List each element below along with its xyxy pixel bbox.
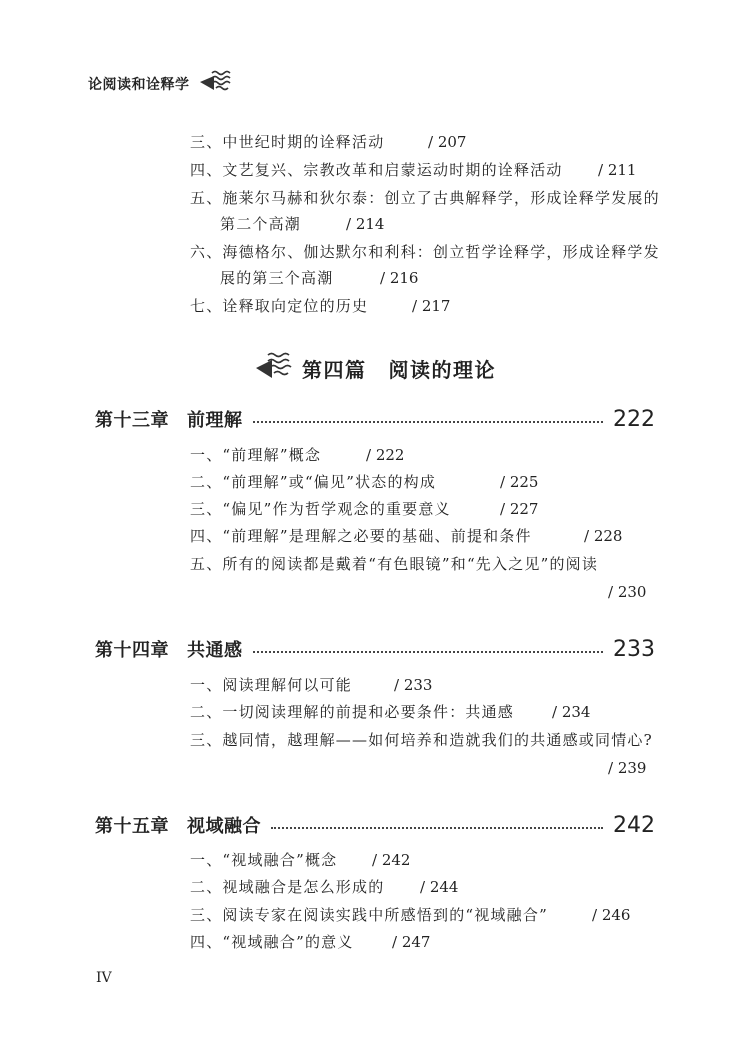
toc-item[interactable] (190, 445, 321, 465)
toc-item[interactable] (190, 675, 352, 695)
chapter-title: 视域融合 (187, 816, 261, 837)
toc-item-text: 二、视域融合是怎么形成的 (190, 878, 385, 896)
dot-leader (253, 421, 604, 423)
chapter-number: 第十三章 (95, 410, 169, 431)
dot-leader (271, 827, 603, 829)
running-head-title: 论阅读和诠释学 (88, 77, 190, 93)
chapter-page: 233 (613, 636, 655, 662)
toc-item[interactable] (190, 850, 337, 870)
chapter-heading[interactable] (95, 810, 655, 840)
toc-item-continuation (220, 214, 301, 234)
toc-item-page: / 230 (608, 583, 647, 601)
chapter-page: 222 (613, 406, 655, 432)
chapter-number: 第十四章 (95, 640, 169, 661)
wave-ornament-icon (254, 350, 294, 386)
toc-item[interactable] (190, 499, 451, 519)
chapter-page: 242 (613, 812, 655, 838)
toc-item[interactable] (190, 472, 436, 492)
toc-item-page: / 214 (346, 215, 385, 233)
toc-item-text: 四、“前理解”是理解之必要的基础、前提和条件 (190, 527, 532, 545)
toc-item-text: 三、阅读专家在阅读实践中所感悟到的“视域融合” (190, 906, 548, 924)
toc-item-page: / 222 (366, 446, 405, 464)
part-heading (0, 350, 750, 386)
toc-item-text: 六、海德格尔、伽达默尔和利科：创立哲学诠释学，形成诠释学发 (190, 243, 660, 261)
toc-item-page: / 247 (392, 933, 431, 951)
toc-item-page: / 239 (608, 759, 647, 777)
toc-item-page: / 246 (592, 906, 631, 924)
toc-item-continuation-text: 展的第三个高潮 (220, 269, 334, 287)
toc-item[interactable] (190, 188, 660, 208)
toc-item-page: / 233 (394, 676, 433, 694)
chapter-heading[interactable] (95, 404, 655, 434)
toc-item-text: 三、中世纪时期的诠释活动 (190, 133, 385, 151)
toc-item[interactable] (190, 877, 384, 897)
toc-item-page: / 207 (428, 133, 467, 151)
toc-item-text: 三、“偏见”作为哲学观念的重要意义 (190, 500, 451, 518)
toc-item-text: 四、文艺复兴、宗教改革和启蒙运动时期的诠释活动 (190, 161, 563, 179)
toc-item-text: 三、越同情，越理解——如何培养和造就我们的共通感或同情心? (190, 731, 653, 749)
toc-item-text: 七、诠释取向定位的历史 (190, 297, 369, 315)
toc-item-text: 二、一切阅读理解的前提和必要条件：共通感 (190, 703, 515, 721)
toc-item-text: 一、“前理解”概念 (190, 446, 322, 464)
toc-item[interactable] (190, 554, 598, 574)
toc-item-text: 四、“视域融合”的意义 (190, 933, 354, 951)
toc-item[interactable] (190, 296, 368, 316)
toc-item[interactable] (190, 526, 532, 546)
chapter-heading[interactable] (95, 634, 655, 664)
toc-item-page: / 217 (412, 297, 451, 315)
chapter-title: 前理解 (187, 410, 243, 431)
toc-item-text: 五、施莱尔马赫和狄尔泰：创立了古典解释学，形成诠释学发展的 (190, 189, 660, 207)
dot-leader (253, 651, 604, 653)
wave-ornament-icon (198, 68, 234, 100)
toc-item-continuation-text: 第二个高潮 (220, 215, 302, 233)
toc-item-page: / 228 (584, 527, 623, 545)
running-head (88, 68, 234, 100)
toc-item-page: / 225 (500, 473, 539, 491)
toc-item-continuation (220, 268, 333, 288)
toc-item-page: / 242 (372, 851, 411, 869)
page-folio: IV (96, 970, 112, 986)
toc-item-page: / 244 (420, 878, 459, 896)
toc-item-page: / 216 (380, 269, 419, 287)
toc-item[interactable] (190, 730, 653, 750)
toc-item[interactable] (190, 905, 548, 925)
toc-item-page: / 227 (500, 500, 539, 518)
toc-item[interactable] (190, 702, 514, 722)
toc-item[interactable] (190, 932, 354, 952)
toc-item[interactable] (190, 242, 660, 262)
toc-item-page: / 211 (598, 161, 637, 179)
chapter-number: 第十五章 (95, 816, 169, 837)
toc-item[interactable] (190, 160, 563, 180)
toc-item-text: 一、阅读理解何以可能 (190, 676, 353, 694)
chapter-title: 共通感 (187, 640, 243, 661)
part-number: 第四篇 (302, 357, 367, 382)
toc-item-text: 二、“前理解”或“偏见”状态的构成 (190, 473, 437, 491)
toc-item[interactable] (190, 132, 384, 152)
toc-item-page: / 234 (552, 703, 591, 721)
toc-item-text: 一、“视域融合”概念 (190, 851, 338, 869)
part-title: 阅读的理论 (388, 357, 496, 382)
toc-item-text: 五、所有的阅读都是戴着“有色眼镜”和“先入之见”的阅读 (190, 555, 599, 573)
